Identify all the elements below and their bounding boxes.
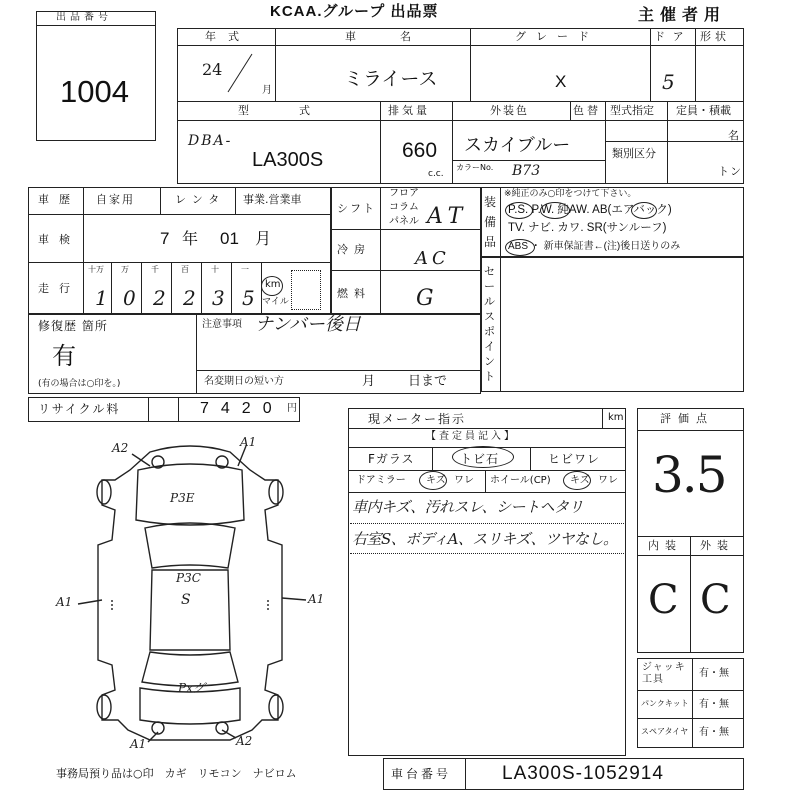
model-label: 型式 — [238, 104, 360, 117]
inspection-label: 車検 — [38, 233, 80, 246]
category-label: 類別区分 — [612, 147, 656, 160]
brand-title: KCAA.グループ 出品票 — [270, 3, 439, 20]
tool-spare-tire-label: スペアタイヤ — [641, 727, 689, 736]
color-value: スカイブルー — [464, 135, 571, 155]
equipment-side-label: 装備品 — [484, 195, 497, 249]
color-no-value: B73 — [512, 163, 541, 179]
color-change-label: 色替 — [573, 104, 601, 117]
km-label: km — [265, 279, 281, 290]
mark-a2-bottom: A2 — [236, 734, 253, 748]
short-period-day: 日まで — [408, 374, 448, 389]
wheel-broken: ワレ — [598, 475, 618, 486]
mark-line-a2-top — [132, 454, 150, 466]
shift-column: コラム — [389, 202, 419, 213]
inspection-year: 7 — [160, 229, 170, 248]
mileage-digit: 2 — [153, 286, 166, 310]
repair-value: 有 — [52, 343, 76, 370]
exterior-value: C — [700, 577, 731, 623]
notes-label: 注意事項 — [202, 319, 242, 330]
notes-value: ナンバー後日 — [255, 314, 361, 335]
mark-p3e: P3E — [170, 491, 195, 505]
wheel-rear-left — [97, 695, 111, 719]
capacity-label: 定員・積載 — [676, 104, 731, 117]
year-value: 24 — [202, 60, 223, 79]
glass-chip: トビ石 — [460, 452, 500, 466]
sales-point-label: セールスポイント — [484, 265, 495, 383]
interior-label: 内装 — [648, 539, 682, 552]
tool-jack-value: 有・無 — [699, 668, 729, 679]
mark-a1-top: A1 — [240, 435, 257, 449]
displacement-value: 660 — [402, 139, 438, 162]
inspection-month: 01 — [220, 229, 239, 248]
year-month-unit: 月 — [262, 85, 273, 96]
type-designation-label: 型式指定 — [610, 104, 654, 117]
mileage-digit: 1 — [95, 286, 108, 310]
mile-label: マイル — [262, 297, 289, 307]
grade-value: X — [555, 72, 567, 91]
mileage-digit: 0 — [123, 286, 136, 310]
mark-p3c: P3C — [176, 571, 201, 585]
shift-panel: パネル — [389, 216, 419, 227]
doors-label: ドア — [654, 30, 692, 43]
glass-label: Fガラス — [368, 452, 415, 466]
equipment-note: ※純正のみ○印をつけて下さい。 — [504, 189, 637, 199]
capacity-unit-people: 名 — [728, 129, 740, 142]
mileage-digit: 3 — [212, 286, 225, 310]
mark-s: S — [181, 592, 191, 608]
rating-score: 3.5 — [652, 446, 726, 504]
history-label: 車歴 — [38, 193, 80, 206]
meter-label: 現メーター指示 — [368, 412, 467, 426]
car-name-label: 車名 — [345, 30, 455, 43]
mileage-unit-10: 十 — [211, 265, 220, 274]
inspector-remark-1: 車内キズ、汚れスレ、シートヘタリ — [352, 498, 583, 516]
recycle-value: 7420 — [200, 400, 284, 417]
lot-number-label: 出品番号 — [56, 12, 112, 23]
mileage-unit-10k: 万 — [121, 265, 130, 274]
car-windshield — [145, 523, 235, 568]
interior-value: C — [648, 577, 679, 623]
repair-note: (有の場合は○印を。) — [38, 379, 121, 389]
shift-floor: フロア — [389, 188, 419, 199]
short-period-label: 名変期日の短い方 — [204, 376, 284, 387]
exterior-label: 外装 — [700, 539, 734, 552]
grade-label: グレード — [515, 30, 599, 43]
history-business: 事業.営業車 — [243, 193, 302, 206]
office-note: 事務局預り品は○印 カギ リモコン ナビロム — [56, 767, 297, 780]
displacement-unit: c.c. — [428, 169, 444, 179]
inspection-month-unit: 月 — [255, 229, 273, 248]
mirror-label: ドアミラー — [356, 475, 406, 486]
color-no-label: カラーNo. — [456, 163, 494, 172]
fuel-label: 燃料 — [337, 287, 371, 300]
body-shape-label: 形状 — [700, 30, 730, 43]
shift-label: シフト — [337, 202, 376, 215]
ac-label: 冷房 — [337, 243, 371, 256]
tool-repair-kit-value: 有・無 — [699, 699, 729, 710]
year-label: 年式 — [205, 30, 251, 43]
meter-unit: km — [608, 412, 624, 423]
tool-repair-kit-label: パンクキット — [641, 699, 689, 708]
mirror-scratch: キズ — [426, 475, 446, 486]
history-private: 自家用 — [96, 193, 135, 206]
mileage-unit-100k: 十万 — [88, 265, 104, 274]
mileage-label: 走行 — [38, 282, 80, 295]
inspector-section-label: 【査定員記入】 — [426, 431, 517, 442]
ac-value: AC — [415, 248, 450, 269]
tool-jack-label: ジャッキ工具 — [642, 662, 686, 685]
history-rental: レンタ — [175, 193, 226, 206]
organizer-label: 主催者用 — [638, 5, 727, 24]
mileage-digit: 5 — [242, 286, 255, 310]
recycle-unit: 円 — [287, 403, 297, 414]
wheel-rear-right — [269, 695, 283, 719]
short-period-month: 月 — [362, 374, 377, 389]
mark-a2-top: A2 — [112, 441, 129, 455]
model-value: LA300S — [252, 149, 324, 171]
glass-crack: ヒビワレ — [548, 452, 601, 466]
shift-value: AT — [427, 204, 469, 229]
mark-pxg: Pxグ — [178, 681, 205, 695]
tool-spare-tire-value: 有・無 — [699, 727, 729, 738]
wheel-front-left — [97, 480, 111, 504]
mark-a1-right: A1 — [308, 592, 325, 606]
mark-line-a1-right — [282, 598, 306, 600]
wheel-front-right — [269, 480, 283, 504]
chassis-value: LA300S-1052914 — [502, 763, 664, 784]
displacement-label: 排気量 — [388, 104, 430, 117]
inspection-year-unit: 年 — [182, 229, 200, 248]
capacity-unit-ton: トン — [718, 165, 742, 178]
lot-number-value: 1004 — [60, 74, 129, 109]
inspector-remark-2: 右室S、ボディA、スリキズ、ツヤなし。 — [352, 530, 618, 548]
fuel-value: G — [416, 286, 434, 311]
repair-label: 修復歴 箇所 — [38, 319, 108, 333]
equipment-row-3: ABS ・ 新車保証書←(注)後日送りのみ — [508, 241, 681, 252]
wheel-label: ホイール(CP) — [490, 475, 551, 486]
mileage-digit: 2 — [183, 286, 196, 310]
doors-value: 5 — [662, 70, 675, 94]
mark-a1-left: A1 — [56, 595, 73, 609]
model-prefix: DBA- — [188, 133, 233, 149]
mileage-unit-1: 一 — [241, 265, 250, 274]
rating-label: 評価点 — [660, 412, 714, 425]
mileage-unit-1k: 千 — [151, 265, 160, 274]
recycle-label: リサイクル料 — [38, 402, 121, 416]
equipment-row-2: TV. ナビ. カワ. SR(サンルーフ) — [508, 222, 667, 234]
car-name-value: ミライース — [344, 69, 438, 90]
color-label: 外装色 — [490, 104, 529, 117]
mileage-unit-100: 百 — [181, 265, 190, 274]
mirror-broken: ワレ — [454, 475, 474, 486]
wheel-scratch: キズ — [570, 475, 590, 486]
mark-a1-bottom: A1 — [130, 737, 147, 751]
chassis-label: 車台番号 — [391, 767, 452, 781]
equipment-row-1: P.S. P.W. 純AW. AB(エアバック) — [508, 204, 672, 216]
